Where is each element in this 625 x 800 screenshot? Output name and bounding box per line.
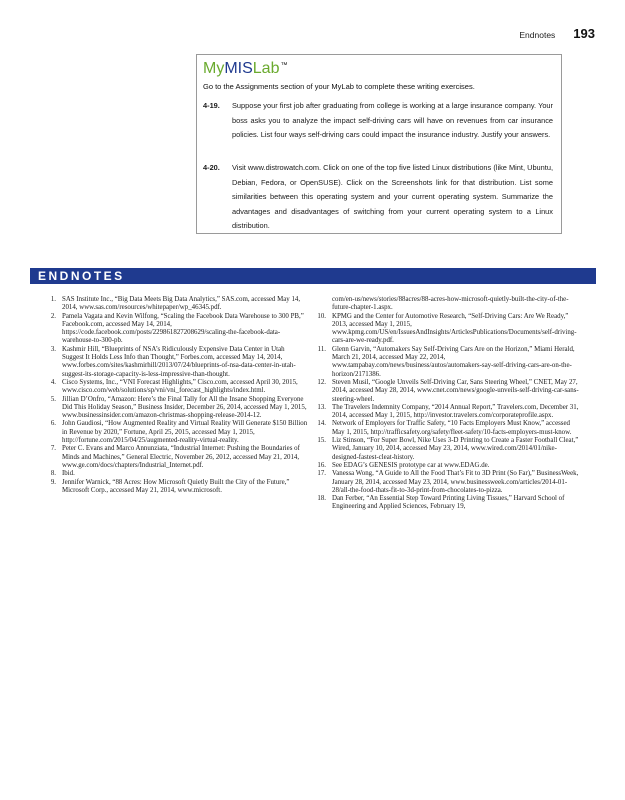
endnote	[310, 437, 580, 462]
endnote-number: 13.	[317, 403, 326, 411]
endnote-number: 1.	[50, 296, 56, 303]
endnote-number: 5.	[50, 395, 56, 403]
endnote-text: John Gaudiosi, “How Augmented Reality and Virtual Reality Will Generate $150 Billion in Revenue by 2020,” Fortune, April 25, 2015, accessed May 1, 2015, http://fortune.com/2015/04/25/augmented-reality-virtual-reality.	[62, 420, 308, 445]
endnote-number: 11.	[317, 345, 326, 353]
endnote	[40, 346, 308, 379]
endnote-number: 17.	[317, 470, 326, 478]
endnote-number: 15.	[317, 437, 326, 445]
endnote	[310, 313, 580, 346]
mymislab-intro: Go to the Assignments section of your MyLab to complete these writing exercises.	[203, 82, 475, 91]
exercise-number: 4-20.	[203, 163, 220, 172]
logo-mis: MIS	[224, 60, 253, 77]
endnote-text: KPMG and the Center for Automotive Research, “Self-Driving Cars: Are We Ready,” 2013, accessed May 1, 2015, www.kpmg.com/US/en/IssuesAndInsights/ArticlesPublications/Documents/self-driving-cars-are-we-ready.pdf.	[332, 312, 577, 345]
endnote	[310, 379, 580, 404]
endnote	[310, 420, 580, 437]
endnote-text: Network of Employers for Traffic Safety, “10 Facts Employers Must Know,” accessed May 1, 2015, http://trafficsafety.org/safety/fleet-safety/10-facts-employers-must-know.	[332, 420, 572, 436]
endnote	[40, 470, 308, 478]
endnote	[310, 346, 580, 379]
mymislab-box	[196, 54, 562, 234]
endnote-text: Peter C. Evans and Marco Annunziata, “Industrial Internet: Pushing the Boundaries of Minds and Machines,” General Electric, November 26, 2012, accessed May 21, 2014, www.ge.com/docs/chapters/Industrial_Internet.pdf.	[62, 445, 300, 469]
endnote-number: 10.	[317, 312, 326, 320]
endnote-continuation	[310, 296, 580, 313]
endnote-number: 9.	[50, 478, 56, 486]
endnote-number: 7.	[50, 445, 56, 453]
page-header	[519, 26, 595, 44]
exercise-4-20	[203, 161, 553, 234]
endnote-number: 18.	[317, 495, 326, 503]
endnote-number: 4.	[50, 378, 56, 386]
endnote-text: com/en-us/news/stories/88acres/88-acres-how-microsoft-quietly-built-the-city-of-the-future-chapter-1.aspx.	[332, 296, 569, 312]
endnote	[310, 404, 580, 421]
endnote-text: Liz Stinson, “For Super Bowl, Nike Uses 3-D Printing to Create a Faster Football Cleat,” Wired, January 10, 2014, accessed May 23, 2014, www.wired.com/2014/01/nike-designed-fastest-cleat-history.	[332, 437, 579, 461]
endnote-number: 2.	[50, 312, 56, 320]
endnote-text: Kashmir Hill, “Blueprints of NSA’s Ridiculously Expensive Data Center in Utah Suggest It Holds Less Info than Thought,” Forbes.com, accessed May 14, 2014, www.forbes.com/sites/kashmirhill/2013/07/24/blueprints-of-nsa-data-center-in-utah-suggest-its-storage-capacity-is-less-impressive-than-thought.	[62, 345, 296, 378]
mymislab-logo	[203, 60, 287, 78]
endnote	[40, 313, 308, 346]
logo-lab: Lab	[252, 60, 280, 77]
endnote	[310, 470, 580, 495]
endnote-text: Dan Ferber, “An Essential Step Toward Printing Living Tissues,” Harvard School of Engineering and Applied Sciences, February 19,	[332, 495, 565, 511]
endnote	[40, 396, 308, 421]
endnote-number: 8.	[50, 470, 56, 478]
logo-my: My	[203, 60, 225, 77]
endnotes-heading-bar	[30, 268, 596, 284]
exercise-number: 4-19.	[203, 101, 220, 110]
endnote	[40, 296, 308, 313]
endnotes-right-column	[310, 296, 580, 512]
endnote-text: Jennifer Warnick, “88 Acres: How Microsoft Quietly Built the City of the Future,” Microsoft Corp., accessed May 21, 2014, www.microsoft.	[62, 478, 290, 494]
endnote-text: See EDAG’s GENESIS prototype car at www.EDAG.de.	[332, 461, 490, 469]
endnote-number: 3.	[50, 345, 56, 353]
endnote-number: 12.	[317, 378, 326, 386]
endnote	[40, 445, 308, 470]
endnote-number: 6.	[50, 420, 56, 428]
endnote	[310, 462, 580, 470]
endnote-number: 14.	[317, 420, 326, 428]
endnote	[40, 379, 308, 396]
exercise-4-19	[203, 99, 553, 143]
endnote-text: Pamela Vagata and Kevin Wilfong, “Scaling the Facebook Data Warehouse to 300 PB,” Facebook.com, accessed May 14, 2014, https://code.facebook.com/posts/229861827208629/scaling-the-facebook-data-warehouse-to-300-pb.	[62, 312, 304, 345]
endnote	[40, 479, 308, 496]
running-head-section: Endnotes	[519, 30, 556, 40]
endnote-text: Cisco Systems, Inc., “VNI Forecast Highlights,” Cisco.com, accessed April 30, 2015, www.cisco.com/web/solutions/sp/vni/vni_forecast_highlights/index.html.	[62, 378, 298, 395]
endnote-text: The Travelers Indemnity Company, “2014 Annual Report,” Travelers.com, December 31, 2014, accessed May 1, 2015, http://investor.travelers.com/corporateprofile.aspx.	[332, 403, 579, 420]
endnotes-heading: ENDNOTES	[38, 269, 125, 283]
exercise-text: Suppose your first job after graduating from college is working at a large insurance company. Your boss asks you to analyze the impact self-driving cars will have on revenues from car insurance policies. List four ways self-driving cars could impact the insurance industry. Justify your answers.	[232, 101, 553, 140]
page-number: 193	[573, 26, 595, 41]
endnote	[40, 420, 308, 445]
endnote	[310, 495, 580, 512]
endnote-number: 16.	[317, 461, 326, 469]
endnotes-left-column	[40, 296, 308, 495]
endnote-text: Ibid.	[62, 470, 75, 478]
exercise-text: Visit www.distrowatch.com. Click on one of the top five listed Linux distributions (like Mint, Ubuntu, Debian, Fedora, or OpenSUSE). Click on the Screenshots link for that distribution. List some similarities between this operating system and your current operating system. Summarize the advantages and disadvantages of switching from your current operating system to a Linux distribution.	[232, 163, 553, 231]
endnote-text: Vanessa Wong, “A Guide to All the Food That’s Fit to 3D Print (So Far),” BusinessWeek, January 28, 2014, accessed May 23, 2014, www.businessweek.com/articles/2014-01-28/all-the-food-thats-fit-to-3d-print-from-chocolates-to-pizza.	[332, 470, 579, 494]
endnote-text: SAS Institute Inc., “Big Data Meets Big Data Analytics,” SAS.com, accessed May 14, 2014, www.sas.com/resources/whitepaper/wp_46345.pdf.	[62, 296, 301, 312]
endnote-text: Glenn Garvin, “Automakers Say Self-Driving Cars Are on the Horizon,” Miami Herald, March 21, 2014, accessed May 22, 2014, www.tampabay.com/news/business/autos/automakers-say-self-driving-cars-are-on-the-horizon/2171386.	[332, 345, 575, 378]
endnote-text: Steven Musil, “Google Unveils Self-Driving Car, Sans Steering Wheel,” CNET, May 27, 2014, accessed May 28, 2014, www.cnet.com/news/google-unveils-self-driving-car-sans-steering-wheel.	[332, 378, 579, 403]
endnote-text: Jillian D’Onfro, “Amazon: Here’s the Final Tally for All the Insane Shopping Everyone Did This Holiday Season,” Business Insider, December 26, 2014, accessed May 1, 2015, www.businessinsider.com/amazon-christmas-shopping-release-2014-12.	[62, 395, 307, 420]
logo-trademark: ™	[280, 62, 288, 69]
